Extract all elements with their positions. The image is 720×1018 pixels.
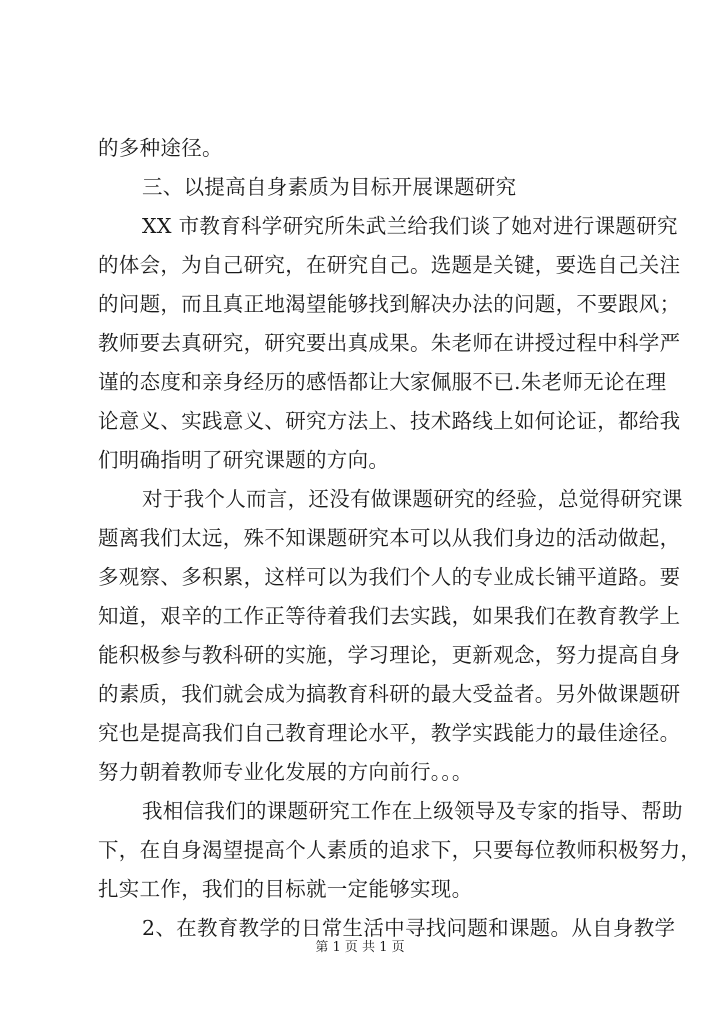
text-line: 我相信我们的课题研究工作在上级领导及专家的指导、帮助 [142, 799, 683, 823]
text-line: 能积极参与教科研的实施，学习理论，更新观念，努力提高自身 [98, 643, 681, 667]
text-line: 的问题，而且真正地渴望能够找到解决办法的问题，不要跟风； [98, 292, 681, 316]
text-line: 论意义、实践意义、研究方法上、技术路线上如何论证，都给我 [98, 409, 681, 433]
text-line: 多观察、多积累，这样可以为我们个人的专业成长铺平道路。要 [98, 565, 681, 589]
section-heading: 三、以提高自身素质为目标开展课题研究 [142, 175, 517, 199]
page-footer: 第 1 页 共 1 页 [315, 940, 405, 955]
text-line: 的多种途径。 [98, 136, 223, 160]
text-line: 的素质，我们就会成为搞教育科研的最大受益者。另外做课题研 [98, 682, 681, 706]
text-line: 的体会，为自己研究，在研究自己。选题是关键，要选自己关注 [98, 253, 681, 277]
text-line: 下，在自身渴望提高个人素质的追求下，只要每位教师积极努力， [98, 838, 702, 862]
text-line: 题离我们太远，殊不知课题研究本可以从我们身边的活动做起， [98, 526, 681, 550]
text-line: 知道，艰辛的工作正等待着我们去实践，如果我们在教育教学上 [98, 604, 681, 628]
text-line: XX 市教育科学研究所朱武兰给我们谈了她对进行课题研究 [142, 214, 678, 238]
text-line: 究也是提高我们自己教育理论水平，教学实践能力的最佳途径。 [98, 721, 681, 745]
text-line: 2、在教育教学的日常生活中寻找问题和课题。从自身教学 [142, 916, 676, 940]
text-line: 对于我个人而言，还没有做课题研究的经验，总觉得研究课 [142, 487, 683, 511]
text-line: 教师要去真研究，研究要出真成果。朱老师在讲授过程中科学严 [98, 331, 681, 355]
text-line: 努力朝着教师专业化发展的方向前行。。。 [98, 760, 473, 784]
text-line: 扎实工作，我们的目标就一定能够实现。 [98, 877, 473, 901]
text-line: 谨的态度和亲身经历的感悟都让大家佩服不已.朱老师无论在理 [98, 370, 667, 394]
text-line: 们明确指明了研究课题的方向。 [98, 448, 390, 472]
